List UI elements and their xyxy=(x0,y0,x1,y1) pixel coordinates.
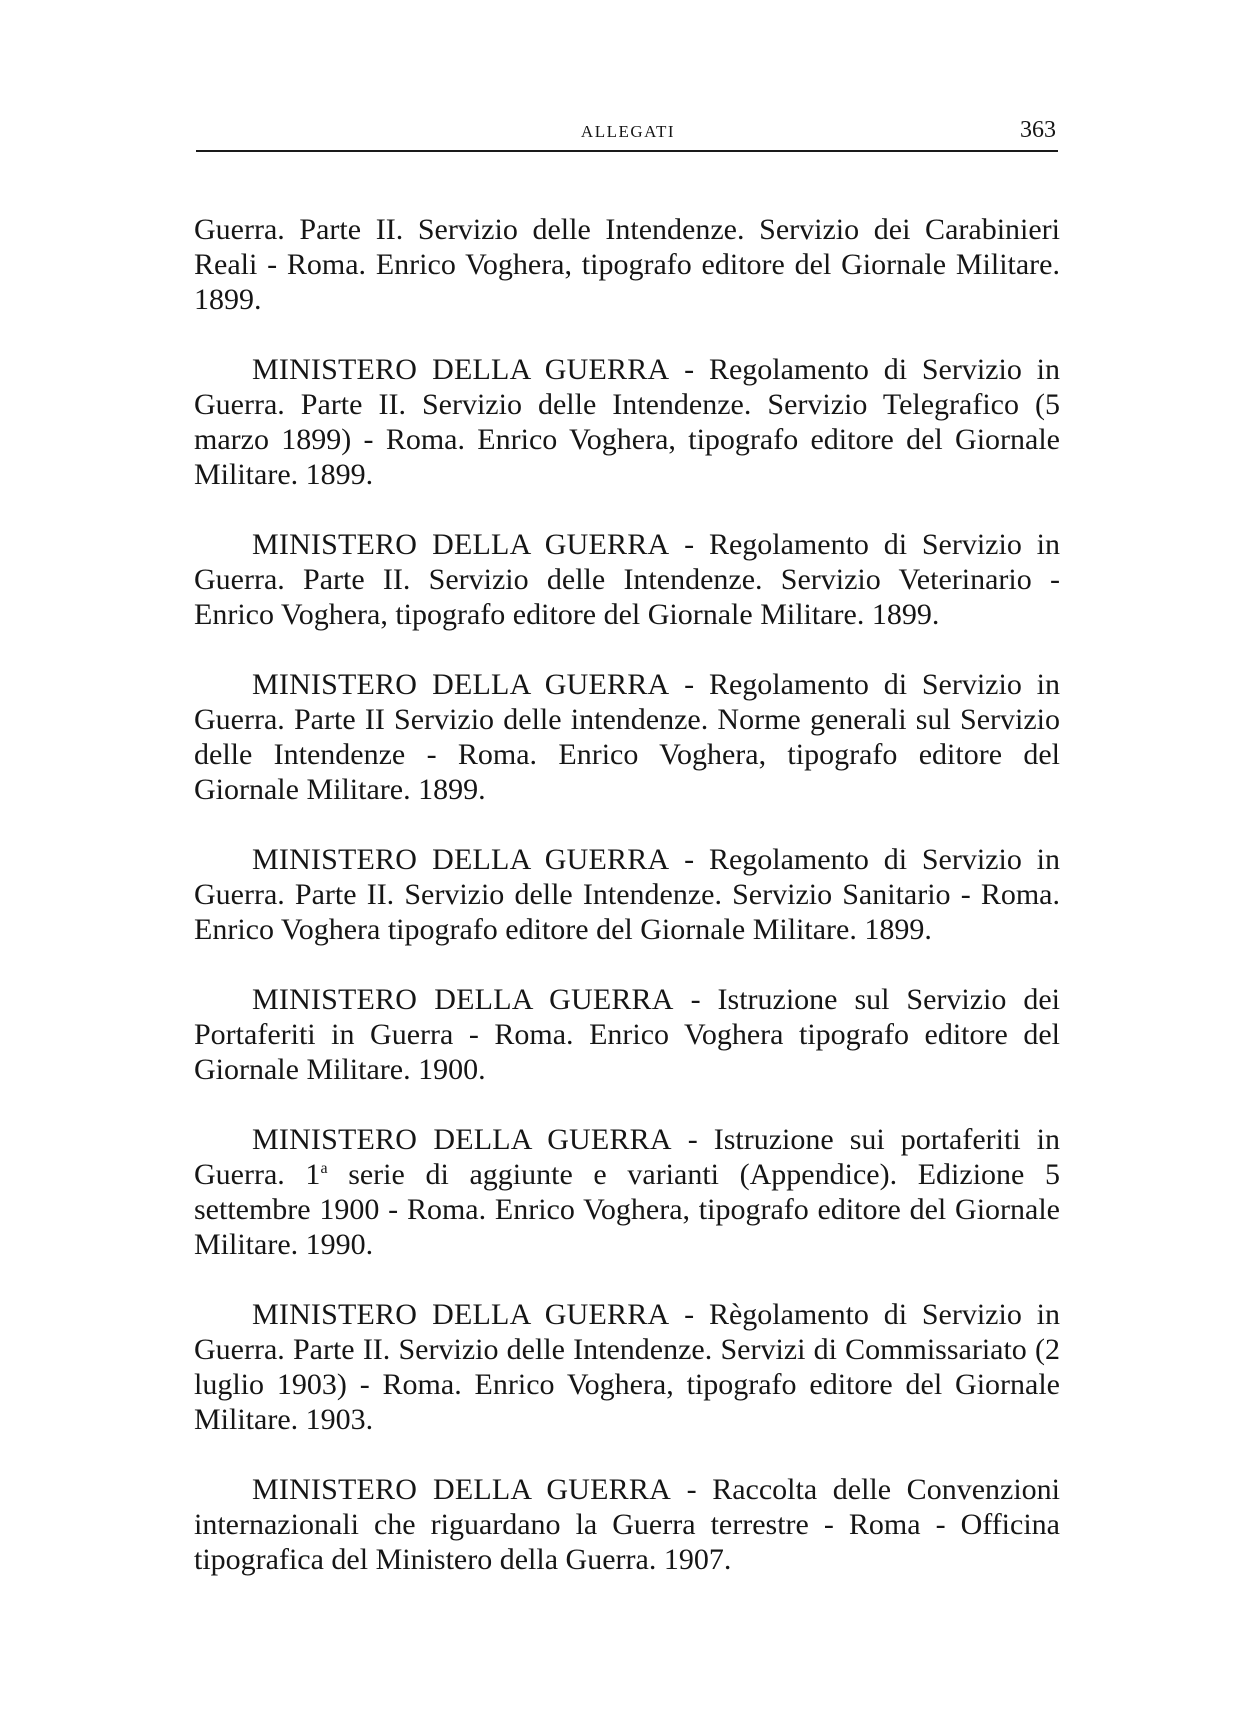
bibliography-entry xyxy=(194,667,1060,807)
bibliography-entry xyxy=(194,982,1060,1087)
entry-text: - Raccolta delle Convenzioni internazionali che riguardano la Guerra terrestre - Roma - Officina tipografica del Ministero della Guerra. 1907. xyxy=(194,1473,1060,1576)
entry-author: MINISTERO DELLA GUERRA xyxy=(252,1123,672,1156)
entry-text: - Regolamento di Servizio in Guerra. Parte II. Servizio delle Intendenze. Servizio Telegrafico (5 marzo 1899) - Roma. Enrico Voghera, tipografo editore del Giornale Militare. 1899. xyxy=(194,353,1060,491)
bibliography-entry xyxy=(194,1122,1060,1262)
entry-author: MINISTERO DELLA GUERRA xyxy=(252,983,674,1016)
bibliography-entry xyxy=(194,527,1060,632)
ordinal-superscript: a xyxy=(320,1160,328,1177)
entry-text: - Istruzione sui portaferiti in Guerra. 1 xyxy=(194,1123,1060,1191)
entry-author: MINISTERO DELLA GUERRA xyxy=(252,1473,671,1506)
entry-text: - Regolamento di Servizio in Guerra. Parte II Servizio delle intendenze. Norme generali sul Servizio delle Intendenze - Roma. Enrico Voghera, tipografo editore del Giornale Militare. 1899. xyxy=(194,668,1060,806)
entry-author: MINISTERO DELLA GUERRA xyxy=(252,528,670,561)
entry-text: - Regolamento di Servizio in Guerra. Parte II. Servizio delle Intendenze. Servizio Sanitario - Roma. Enrico Voghera tipografo editore del Giornale Militare. 1899. xyxy=(194,843,1060,946)
entry-text: - Règolamento di Servizio in Guerra. Parte II. Servizio delle Intendenze. Servizi di Commissariato (2 luglio 1903) - Roma. Enrico Voghera, tipografo editore del Giornale Militare. 1903. xyxy=(194,1298,1060,1436)
entry-text: - Regolamento di Servizio in Guerra. Parte II. Servizio delle Intendenze. Servizio Veterinario - Enrico Voghera, tipografo editore del Giornale Militare. 1899. xyxy=(194,528,1060,631)
entry-author: MINISTERO DELLA GUERRA xyxy=(252,668,670,701)
bibliography-entry xyxy=(194,352,1060,492)
entry-author: MINISTERO DELLA GUERRA xyxy=(252,353,670,386)
bibliography-entry xyxy=(194,1472,1060,1577)
bibliography-entry xyxy=(194,212,1060,317)
header-rule xyxy=(196,150,1058,152)
entry-author: MINISTERO DELLA GUERRA xyxy=(252,1298,670,1331)
entry-text: Guerra. Parte II. Servizio delle Intendenze. Servizio dei Carabinieri Reali - Roma. Enrico Voghera, tipografo editore del Giornale Militare. 1899. xyxy=(194,213,1060,316)
entry-text: serie di aggiunte e varianti (Appendice). Edizione 5 settembre 1900 - Roma. Enrico Voghera, tipografo editore del Giornale Militare. 1990. xyxy=(194,1158,1061,1261)
bibliography-entry xyxy=(194,842,1060,947)
entry-text: - Istruzione sul Servizio dei Portaferiti in Guerra - Roma. Enrico Voghera tipografo editore del Giornale Militare. 1900. xyxy=(194,983,1060,1086)
running-head xyxy=(196,112,1060,152)
bibliography-entry xyxy=(194,1297,1060,1437)
page-number: 363 xyxy=(1020,117,1056,143)
bibliography-list xyxy=(194,212,1060,1577)
entry-author: MINISTERO DELLA GUERRA xyxy=(252,843,670,876)
running-title: ALLEGATI xyxy=(580,122,676,141)
